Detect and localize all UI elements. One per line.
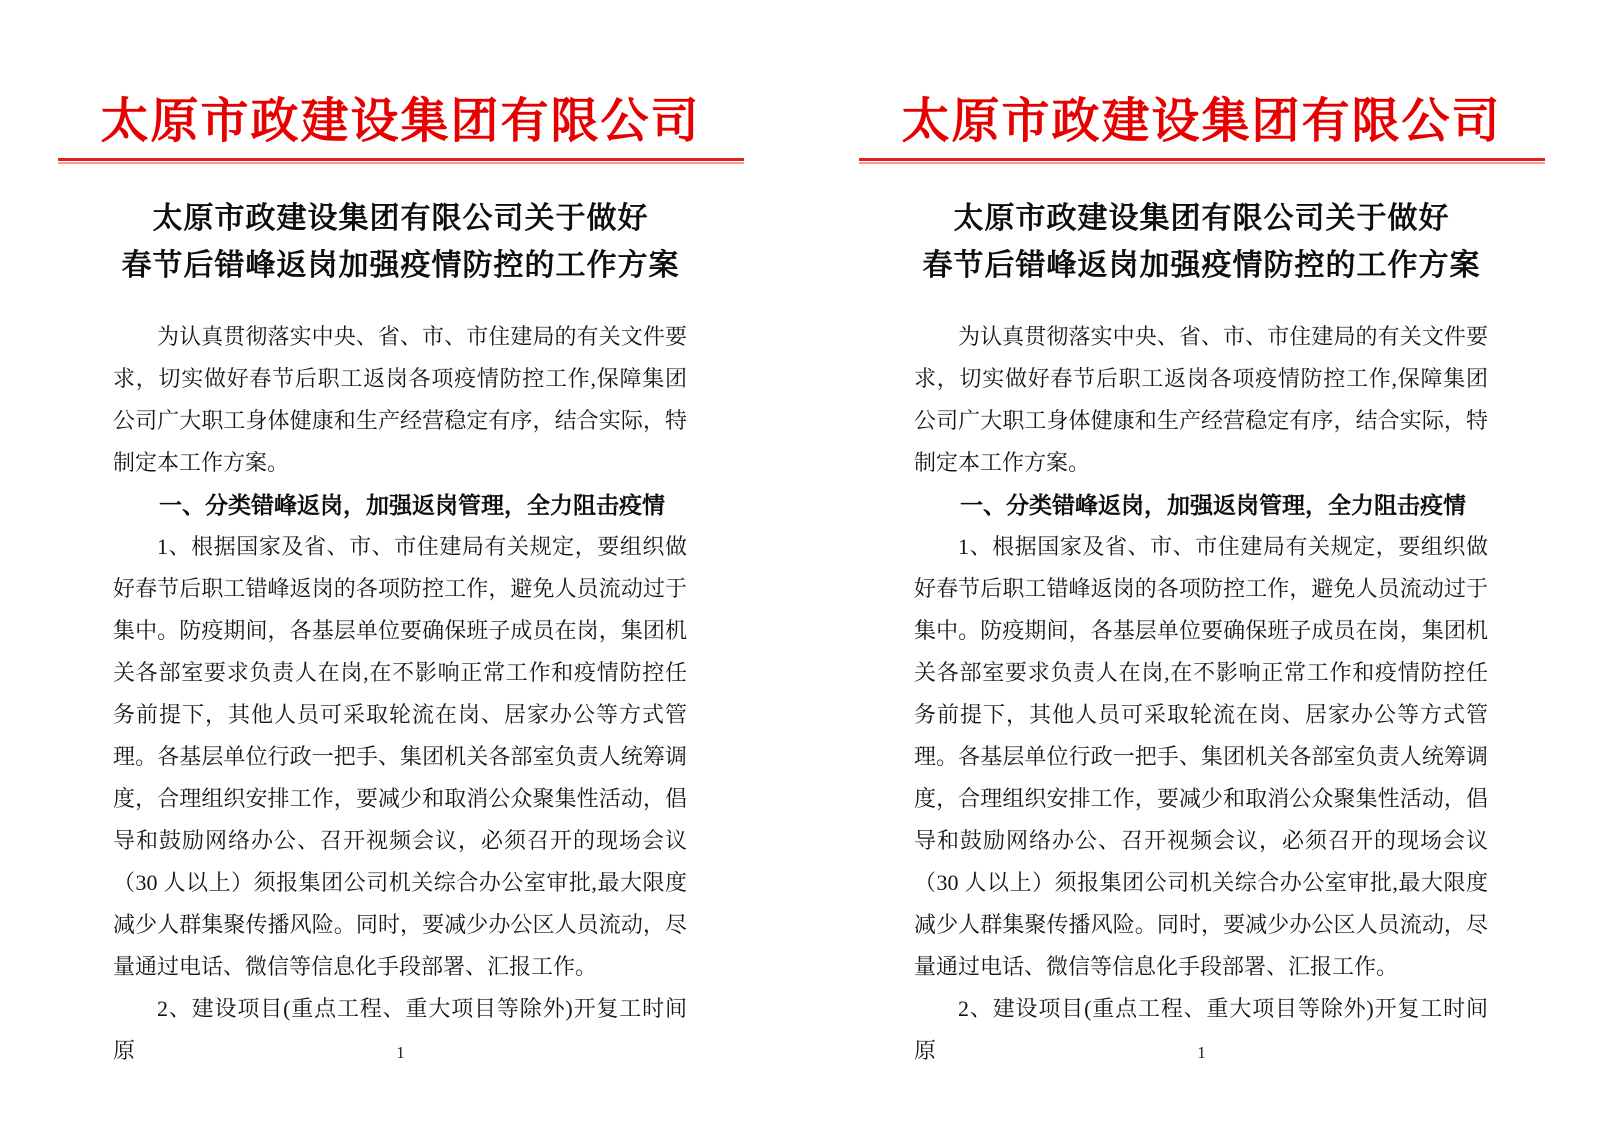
letterhead-company-name: 太原市政建设集团有限公司	[901, 95, 1502, 148]
paragraph-intro: 为认真贯彻落实中央、省、市、市住建局的有关文件要求，切实做好春节后职工返岗各项疫情防控工作,保障集团公司广大职工身体健康和生产经营稳定有序，结合实际，特制定本工作方案。	[113, 324, 687, 475]
rule-light-line	[58, 162, 744, 164]
document-body	[914, 316, 1488, 1072]
document-title-line-2: 春节后错峰返岗加强疫情防控的工作方案	[922, 249, 1481, 282]
page-number: 1	[1197, 1043, 1206, 1062]
letterhead-double-rule	[58, 158, 744, 164]
document-body	[113, 316, 687, 1072]
paragraph-intro: 为认真贯彻落实中央、省、市、市住建局的有关文件要求，切实做好春节后职工返岗各项疫情防控工作,保障集团公司广大职工身体健康和生产经营稳定有序，结合实际，特制定本工作方案。	[914, 324, 1488, 475]
letterhead-company-name: 太原市政建设集团有限公司	[100, 95, 701, 148]
letterhead-double-rule	[859, 158, 1545, 164]
document-title-line-2: 春节后错峰返岗加强疫情防控的工作方案	[121, 249, 680, 282]
paragraph-item-1: 1、根据国家及省、市、市住建局有关规定，要组织做好春节后职工错峰返岗的各项防控工作，避免人员流动过于集中。防疫期间，各基层单位要确保班子成员在岗，集团机关各部室要求负责人在岗,在不影响正常工作和疫情防控任务前提下，其他人员可采取轮流在岗、居家办公等方式管理。各基层单位行政一把手、集团机关各部室负责人统筹调度，合理组织安排工作，要减少和取消公众聚集性活动，倡导和鼓励网络办公、召开视频会议，必须召开的现场会议（30 人以上）须报集团公司机关综合办公室审批,最大限度减少人群集聚传播风险。同时，要减少办公区人员流动，尽量通过电话、微信等信息化手段部署、汇报工作。	[914, 534, 1488, 979]
page-right	[801, 0, 1602, 1142]
document-title	[0, 195, 801, 289]
document-title-line-1: 太原市政建设集团有限公司关于做好	[152, 202, 649, 235]
document-title	[801, 195, 1602, 289]
page-number: 1	[396, 1043, 405, 1062]
paragraph-item-2: 2、建设项目(重点工程、重大项目等除外)开复工时间原	[914, 996, 1488, 1063]
document-title-line-1: 太原市政建设集团有限公司关于做好	[953, 202, 1450, 235]
section-heading-1: 一、分类错峰返岗，加强返岗管理，全力阻击疫情	[159, 492, 665, 518]
rule-light-line	[859, 162, 1545, 164]
paragraph-item-2: 2、建设项目(重点工程、重大项目等除外)开复工时间原	[113, 996, 687, 1063]
section-heading-1: 一、分类错峰返岗，加强返岗管理，全力阻击疫情	[960, 492, 1466, 518]
paragraph-item-1: 1、根据国家及省、市、市住建局有关规定，要组织做好春节后职工错峰返岗的各项防控工作，避免人员流动过于集中。防疫期间，各基层单位要确保班子成员在岗，集团机关各部室要求负责人在岗,在不影响正常工作和疫情防控任务前提下，其他人员可采取轮流在岗、居家办公等方式管理。各基层单位行政一把手、集团机关各部室负责人统筹调度，合理组织安排工作，要减少和取消公众聚集性活动，倡导和鼓励网络办公、召开视频会议，必须召开的现场会议（30 人以上）须报集团公司机关综合办公室审批,最大限度减少人群集聚传播风险。同时，要减少办公区人员流动，尽量通过电话、微信等信息化手段部署、汇报工作。	[113, 534, 687, 979]
